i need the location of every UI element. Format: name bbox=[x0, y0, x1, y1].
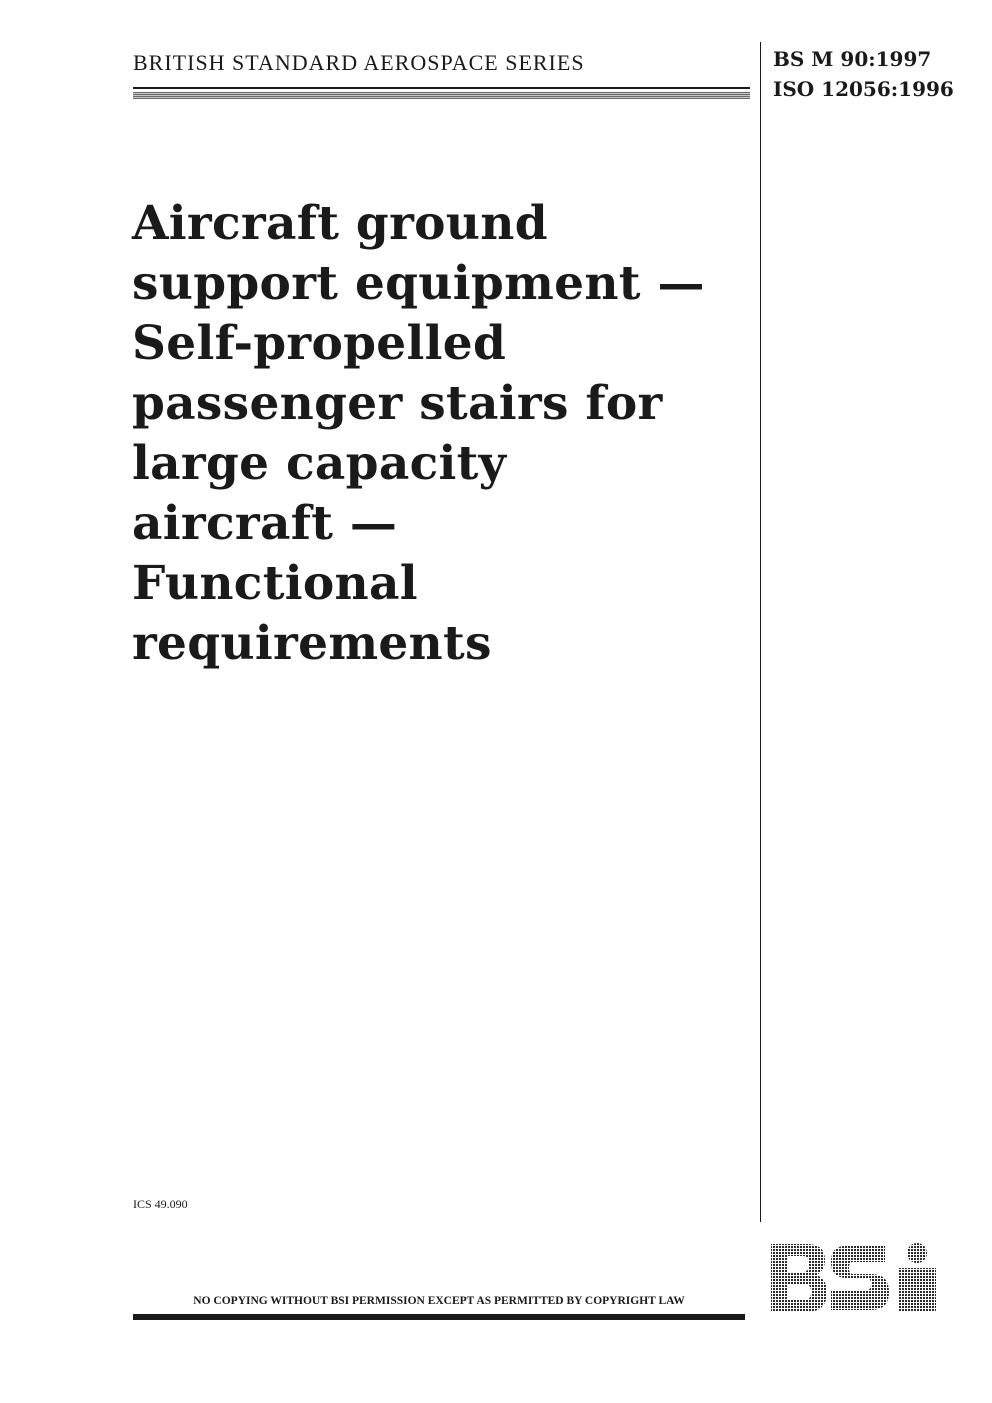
title-line: aircraft — bbox=[132, 496, 398, 551]
document-title bbox=[132, 194, 752, 674]
vertical-divider bbox=[760, 42, 761, 1222]
title-line: Self-propelled bbox=[132, 316, 507, 371]
series-title: BRITISH STANDARD AEROSPACE SERIES bbox=[133, 50, 585, 75]
header-rule-shaded bbox=[133, 92, 750, 99]
iso-number: ISO 12056:1996 bbox=[773, 77, 954, 101]
title-line: Aircraft ground bbox=[132, 196, 548, 251]
header-rule bbox=[133, 87, 750, 89]
title-line: support equipment — bbox=[132, 256, 705, 311]
ics-code: ICS 49.090 bbox=[133, 1197, 188, 1211]
footer-rule bbox=[133, 1314, 745, 1320]
copyright-notice: NO COPYING WITHOUT BSI PERMISSION EXCEPT AS PERMITTED BY COPYRIGHT LAW bbox=[193, 1295, 685, 1307]
standard-numbers bbox=[773, 44, 954, 104]
title-line: requirements bbox=[132, 616, 492, 671]
standard-number: BS M 90:1997 bbox=[773, 47, 932, 71]
title-line: passenger stairs for bbox=[132, 376, 663, 431]
title-line: large capacity bbox=[132, 436, 507, 491]
bsi-logo-icon bbox=[767, 1240, 947, 1320]
title-line: Functional bbox=[132, 556, 418, 611]
